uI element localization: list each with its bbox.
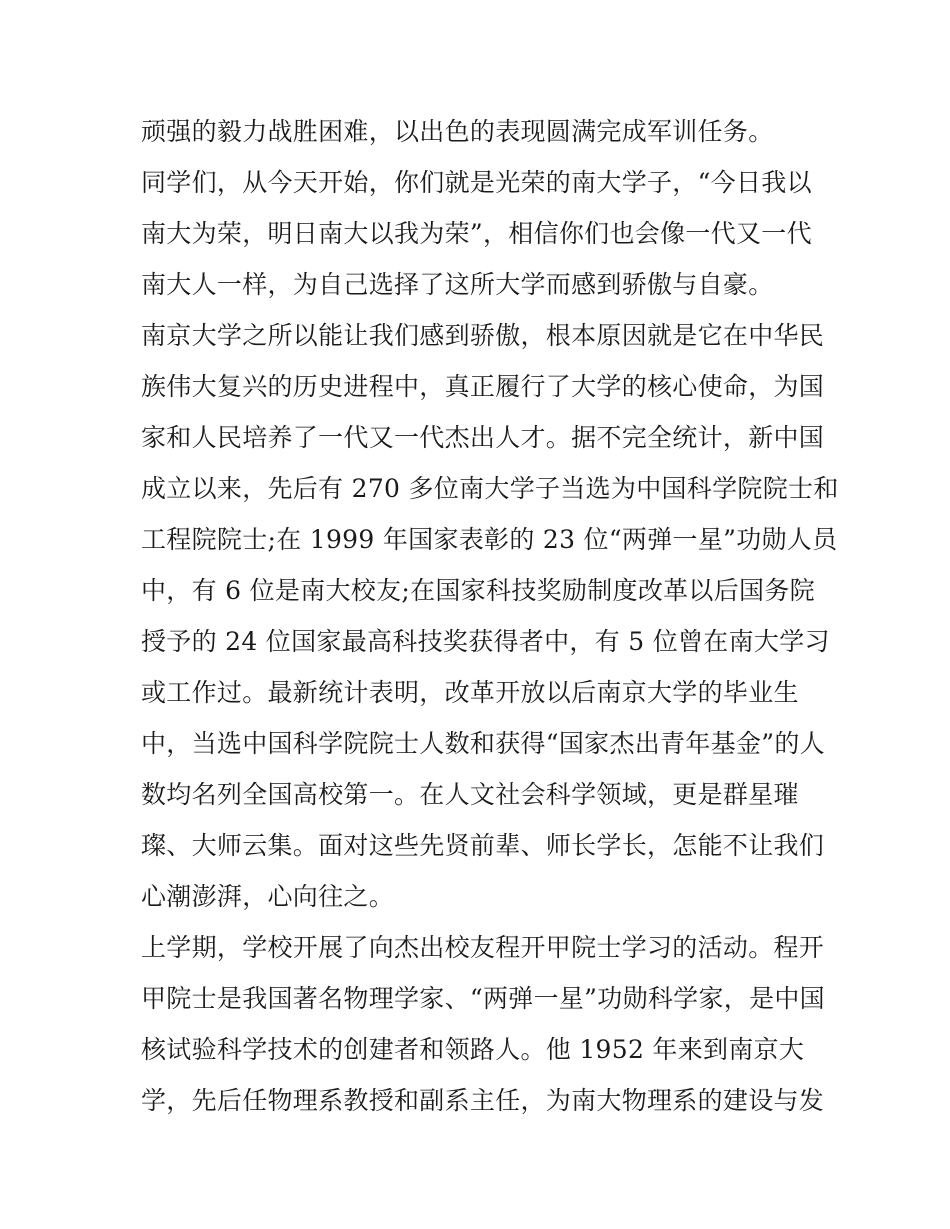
text-line: 顽强的毅力战胜困难，以出色的表现圆满完成军训任务。 <box>141 117 774 146</box>
text-line: 南大人一样，为自己选择了这所大学而感到骄傲与自豪。 <box>141 270 774 299</box>
text-line: 同学们，从今天开始，你们就是光荣的南大学子，“今日我以 <box>141 168 812 197</box>
text-line: 心潮澎湃，心向往之。 <box>141 882 395 911</box>
text-line: 甲院士是我国著名物理学家、“两弹一星”功勋科学家，是中国 <box>141 984 825 1013</box>
text-line: 家和人民培养了一代又一代杰出人才。据不完全统计，新中国 <box>141 423 825 452</box>
text-line: 成立以来，先后有 270 多位南大学子当选为中国科学院院士和 <box>141 474 839 503</box>
body-text <box>141 106 841 1126</box>
text-line: 数均名列全国高校第一。在人文社会科学领域，更是群星璀 <box>141 780 799 809</box>
text-line: 璨、大师云集。面对这些先贤前辈、师长学长，怎能不让我们 <box>141 831 825 860</box>
text-line: 或工作过。最新统计表明，改革开放以后南京大学的毕业生 <box>141 678 799 707</box>
text-line: 中，有 6 位是南大校友;在国家科技奖励制度改革以后国务院 <box>141 576 815 605</box>
text-line: 南大为荣，明日南大以我为荣”，相信你们也会像一代又一代 <box>141 219 812 248</box>
text-line: 授予的 24 位国家最高科技奖获得者中，有 5 位曾在南大学习 <box>141 627 830 656</box>
text-line: 中，当选中国科学院院士人数和获得“国家杰出青年基金”的人 <box>141 729 825 758</box>
text-line: 核试验科学技术的创建者和领路人。他 1952 年来到南京大 <box>141 1035 805 1064</box>
text-line: 上学期，学校开展了向杰出校友程开甲院士学习的活动。程开 <box>141 933 825 962</box>
text-line: 学，先后任物理系教授和副系主任，为南大物理系的建设与发 <box>141 1086 825 1115</box>
text-line: 族伟大复兴的历史进程中，真正履行了大学的核心使命，为国 <box>141 372 825 401</box>
text-line: 南京大学之所以能让我们感到骄傲，根本原因就是它在中华民 <box>141 321 825 350</box>
text-line: 工程院院士;在 1999 年国家表彰的 23 位“两弹一星”功勋人员 <box>141 525 838 554</box>
